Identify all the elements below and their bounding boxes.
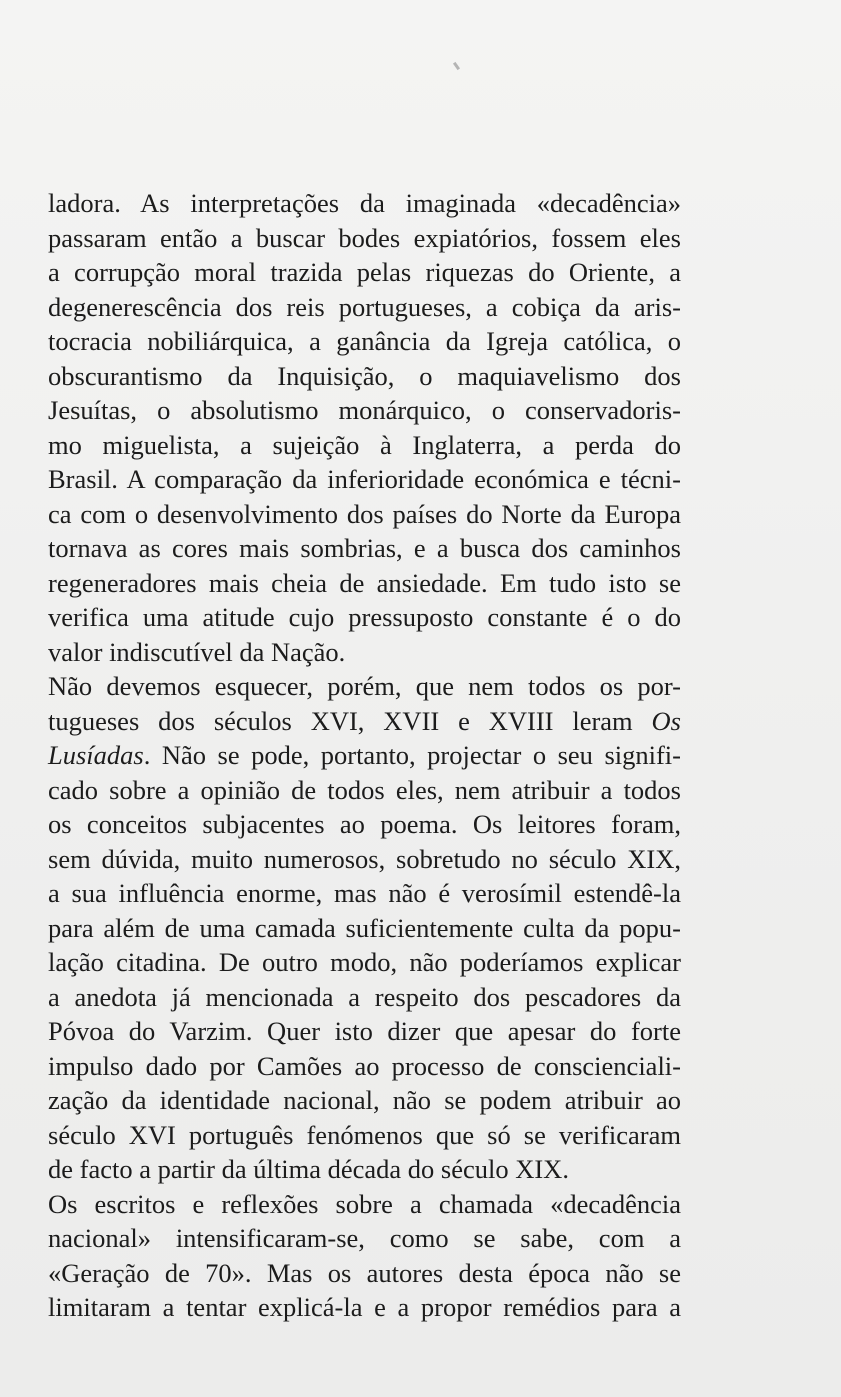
text-line — [48, 531, 681, 566]
text-line — [48, 290, 681, 325]
text-line — [48, 669, 681, 704]
text-line — [48, 1083, 681, 1118]
text-line — [48, 1014, 681, 1049]
text-line — [48, 600, 681, 635]
line-text: verifica uma atitude cujo pressuposto constante é o do — [48, 602, 681, 632]
text-line — [48, 359, 681, 394]
text-line — [48, 497, 681, 532]
line-text: obscurantismo da Inquisição, o maquiavelismo dos — [48, 360, 681, 391]
italic-title: Lusíadas — [48, 740, 144, 770]
line-text: tornava as cores mais sombrias, e a busca dos caminhos — [48, 533, 681, 563]
text-line — [48, 1290, 681, 1325]
line-text: zação da identidade nacional, não se podem atribuir ao — [48, 1085, 681, 1115]
text-line — [48, 738, 681, 773]
line-text: ca com o desenvolvimento dos países do Norte da Europa — [48, 498, 681, 529]
line-text: passaram então a buscar bodes expiatórios, fossem eles — [48, 222, 681, 253]
text-line — [48, 1187, 681, 1222]
line-text: sem dúvida, muito numerosos, sobretudo no século XIX, — [48, 843, 681, 874]
line-text: Póvoa do Varzim. Quer isto dizer que apesar do forte — [48, 1016, 681, 1046]
text-line — [48, 773, 681, 808]
text-line — [48, 635, 681, 670]
line-text: degenerescência dos reis portugueses, a cobiça da aris- — [48, 291, 681, 322]
text-line — [48, 807, 681, 842]
text-line — [48, 566, 681, 601]
text-line — [48, 221, 681, 256]
italic-title: Os — [651, 705, 681, 736]
text-line — [48, 980, 681, 1015]
line-text: ladora. As interpretações da imaginada «decadência» — [48, 188, 681, 218]
text-line — [48, 393, 681, 428]
line-text: Não devemos esquecer, porém, que nem todos os por- — [48, 671, 681, 701]
line-text: cado sobre a opinião de todos eles, nem atribuir a todos — [48, 774, 681, 805]
line-text: século XVI português fenómenos que só se verificaram — [48, 1119, 681, 1150]
line-text: «Geração de 70». Mas os autores desta época não se — [48, 1257, 681, 1288]
line-text: os conceitos subjacentes ao poema. Os leitores foram, — [48, 809, 681, 839]
line-text: regeneradores mais cheia de ansiedade. Em tudo isto se — [48, 567, 681, 598]
line-text: impulso dado por Camões ao processo de conscienciali- — [48, 1050, 681, 1081]
text-line — [48, 842, 681, 877]
line-text: de facto a partir da última década do século XIX. — [48, 1154, 569, 1184]
line-text: lação citadina. De outro modo, não poderíamos explicar — [48, 947, 681, 977]
text-line — [48, 1118, 681, 1153]
body-text — [48, 186, 681, 1325]
text-line — [48, 428, 681, 463]
text-line — [48, 1049, 681, 1084]
line-text: valor indiscutível da Nação. — [48, 636, 346, 667]
text-line — [48, 1221, 681, 1256]
text-line — [48, 876, 681, 911]
line-text: mo miguelista, a sujeição à Inglaterra, a perda do — [48, 429, 681, 460]
line-text: a corrupção moral trazida pelas riquezas do Oriente, a — [48, 257, 681, 287]
line-text: tugueses dos séculos XVI, XVII e XVIII leram — [48, 705, 633, 736]
text-line — [48, 324, 681, 359]
text-line — [48, 945, 681, 980]
text-line — [48, 462, 681, 497]
line-text: tocracia nobiliárquica, a ganância da Igreja católica, o — [48, 326, 681, 356]
text-line — [48, 1256, 681, 1291]
line-text: . Não se pode, portanto, projectar o seu signifi- — [143, 740, 681, 770]
line-text: Jesuítas, o absolutismo monárquico, o conservadoris- — [48, 395, 681, 425]
line-text: Os escritos e reflexões sobre a chamada «decadência — [48, 1188, 681, 1219]
text-line — [48, 186, 681, 221]
text-line — [48, 255, 681, 290]
text-line — [48, 704, 681, 739]
line-text: Brasil. A comparação da inferioridade económica e técni- — [48, 464, 681, 494]
text-line — [48, 911, 681, 946]
line-text: a anedota já mencionada a respeito dos pescadores da — [48, 981, 681, 1012]
text-line — [48, 1152, 681, 1187]
line-text: a sua influência enorme, mas não é verosímil estendê-la — [48, 878, 681, 908]
line-text: nacional» intensificaram-se, como se sabe, com a — [48, 1223, 681, 1253]
line-text: limitaram a tentar explicá-la e a propor remédios para a — [48, 1292, 681, 1322]
line-text: para além de uma camada suficientemente culta da popu- — [48, 912, 681, 943]
